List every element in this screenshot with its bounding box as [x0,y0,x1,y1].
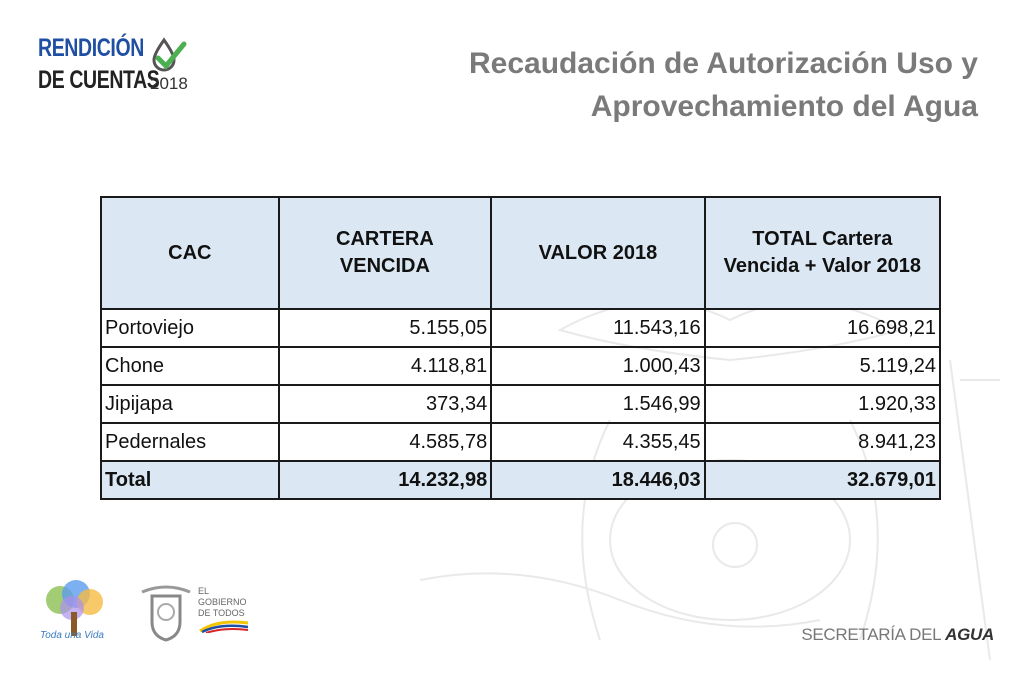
cell-cartera: 4.585,78 [279,423,492,461]
secretaria-bold: AGUA [945,625,994,644]
header-total: TOTAL Cartera Vencida + Valor 2018 [705,197,940,309]
rendicion-cuentas-logo [36,32,206,104]
table-row [101,347,940,385]
table-total-row [101,461,940,499]
cell-total-cartera: 14.232,98 [279,461,492,499]
header-cac: CAC [101,197,279,309]
cell-cartera: 4.118,81 [279,347,492,385]
logo-line2: DE CUENTAS [38,66,160,94]
cell-total-label: Total [101,461,279,499]
cell-cartera: 5.155,05 [279,309,492,347]
cell-total: 8.941,23 [705,423,940,461]
cell-cac: Jipijapa [101,385,279,423]
toda-una-vida-logo [38,578,110,646]
cell-cartera: 373,34 [279,385,492,423]
cell-valor: 1.546,99 [491,385,704,423]
table-header-row [101,197,940,309]
title-line1: Recaudación de Autorización Uso y [469,47,978,80]
cell-total-valor: 18.446,03 [491,461,704,499]
coat-of-arms-icon [138,582,194,644]
header-valor-2018: VALOR 2018 [491,197,704,309]
cell-cac: Pedernales [101,423,279,461]
cell-valor: 4.355,45 [491,423,704,461]
tree-text: Toda una Vida [40,630,104,641]
cell-cac: Portoviejo [101,309,279,347]
tree-icon [38,578,110,638]
cell-total: 5.119,24 [705,347,940,385]
page-title [358,42,978,128]
check-drop-icon [148,36,188,76]
cell-valor: 1.000,43 [491,347,704,385]
title-line2: Aprovechamiento del Agua [590,90,978,123]
secretaria-light: SECRETARÍA DEL [801,625,946,644]
recaudacion-table [100,196,941,500]
logo-year: 2018 [150,74,188,93]
secretaria-del-agua-label [801,625,994,645]
table-row [101,309,940,347]
gobierno-de-todos-logo [198,586,250,636]
cell-total-total: 32.679,01 [705,461,940,499]
table-row [101,423,940,461]
cell-total: 1.920,33 [705,385,940,423]
cell-total: 16.698,21 [705,309,940,347]
header-cartera-vencida: CARTERA VENCIDA [279,197,492,309]
gov-line2: GOBIERNO [198,597,247,607]
cell-cac: Chone [101,347,279,385]
gov-line3: DE TODOS [198,608,245,618]
cell-valor: 11.543,16 [491,309,704,347]
logo-line1: RENDICIÓN [38,34,144,62]
gov-line1: EL [198,586,210,596]
table-row [101,385,940,423]
flag-stripe-icon [198,619,250,633]
